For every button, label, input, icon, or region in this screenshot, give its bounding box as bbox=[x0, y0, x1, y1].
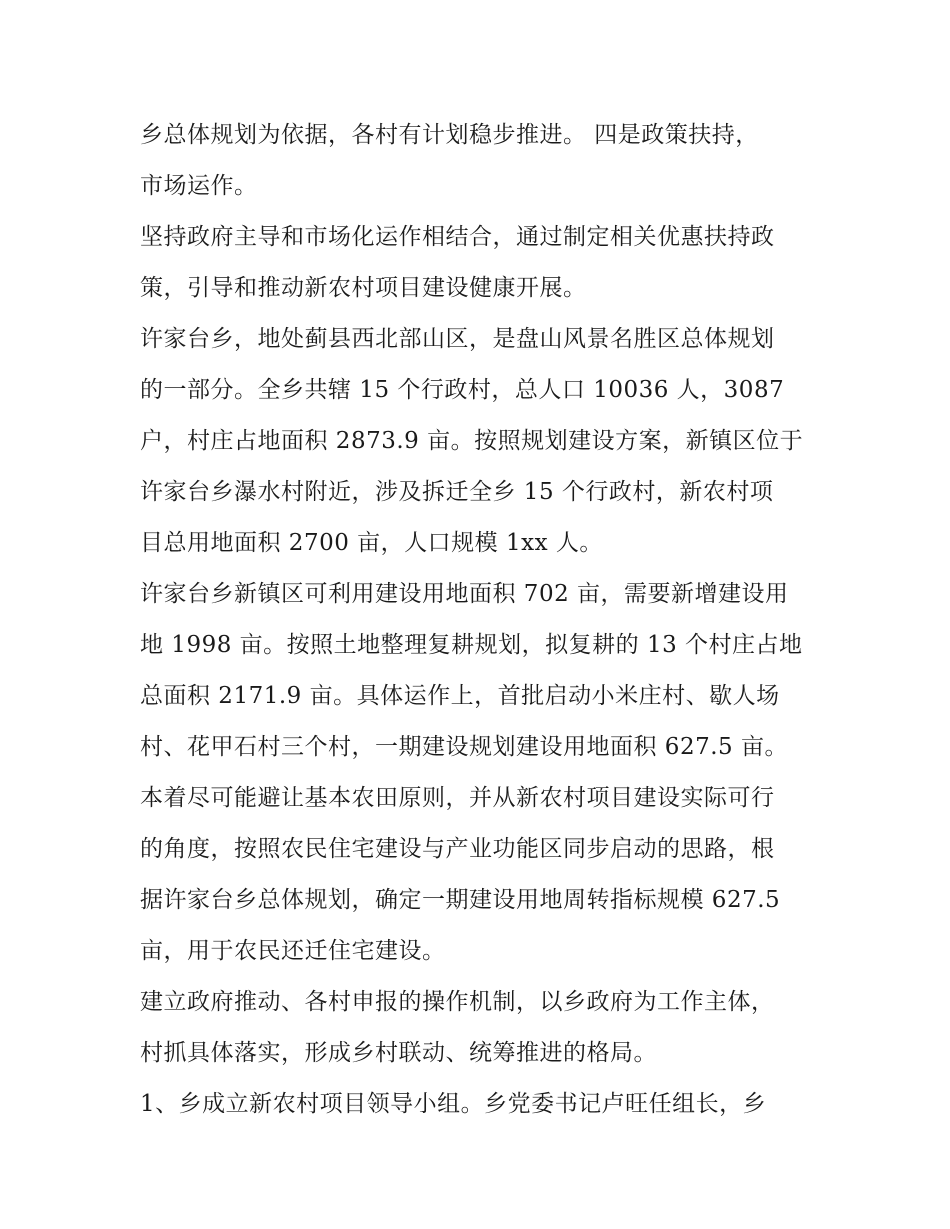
text-line: 地 1998 亩。按照土地整理复耕规划，拟复耕的 13 个村庄占地 bbox=[140, 632, 803, 658]
text-line: 总面积 2171.9 亩。具体运作上，首批启动小米庄村、歇人场 bbox=[140, 683, 780, 709]
text-line: 村抓具体落实，形成乡村联动、统筹推进的格局。 bbox=[140, 1040, 657, 1066]
text-line: 目总用地面积 2700 亩，人口规模 1xx 人。 bbox=[140, 530, 603, 556]
text-line: 1、乡成立新农村项目领导小组。乡党委书记卢旺任组长，乡 bbox=[140, 1091, 767, 1117]
text-line: 许家台乡新镇区可利用建设用地面积 702 亩，需要新增建设用 bbox=[140, 581, 789, 607]
text-line: 的角度，按照农民住宅建设与产业功能区同步启动的思路，根 bbox=[140, 836, 775, 862]
text-line: 策，引导和推动新农村项目建设健康开展。 bbox=[140, 275, 587, 301]
text-line: 许家台乡瀑水村附近，涉及拆迁全乡 15 个行政村，新农村项 bbox=[140, 479, 774, 505]
text-line: 的一部分。全乡共辖 15 个行政村，总人口 10036 人，3087 bbox=[140, 377, 785, 403]
text-line: 亩，用于农民还迁住宅建设。 bbox=[140, 938, 446, 964]
text-line: 乡总体规划为依据，各村有计划稳步推进。 四是政策扶持， bbox=[140, 122, 759, 148]
text-line: 本着尽可能避让基本农田原则，并从新农村项目建设实际可行 bbox=[140, 785, 775, 811]
text-line: 户，村庄占地面积 2873.9 亩。按照规划建设方案，新镇区位于 bbox=[140, 428, 804, 454]
text-line: 许家台乡，地处蓟县西北部山区，是盘山风景名胜区总体规划 bbox=[140, 326, 775, 352]
text-line: 村、花甲石村三个村，一期建设规划建设用地面积 627.5 亩。 bbox=[140, 734, 788, 760]
document-body bbox=[140, 110, 820, 1130]
text-line: 建立政府推动、各村申报的操作机制，以乡政府为工作主体， bbox=[140, 989, 775, 1015]
text-line: 据许家台乡总体规划，确定一期建设用地周转指标规模 627.5 bbox=[140, 887, 781, 913]
text-line: 市场运作。 bbox=[140, 173, 258, 199]
text-line: 坚持政府主导和市场化运作相结合，通过制定相关优惠扶持政 bbox=[140, 224, 775, 250]
